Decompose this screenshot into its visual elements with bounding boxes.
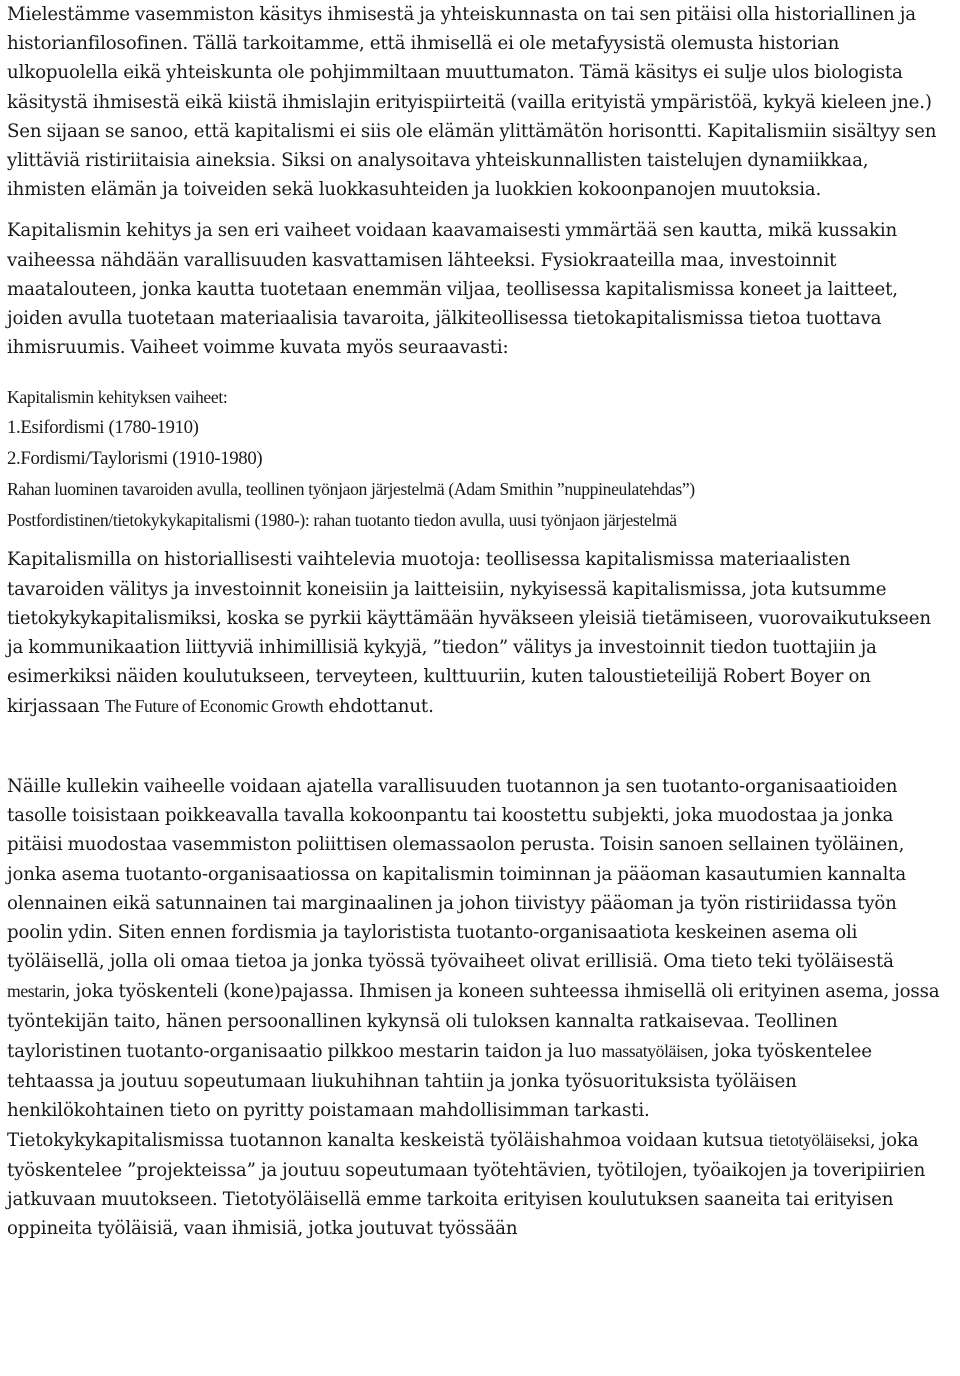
term-mestarin: mestarin <box>7 981 65 1002</box>
stage-1: 1.Esifordismi (1780-1910) <box>7 417 199 439</box>
paragraph-worker-subjects <box>7 772 952 1243</box>
paragraph-historical-view: Mielestämme vasemmiston käsitys ihmisestä ja yhteiskunnasta on tai sen pitäisi olla historiallinen ja historianfilosofinen. Tällä tarkoitamme, että ihmisellä ei ole metafyysistä olemusta historian ulkopuolella eikä yhteiskunta ole pohjimmiltaan muuttumaton. Tämä käsitys ei sulje ulos biologista käsitystä ihmisestä eikä kiistä ihmislajin erityispiirteitä (vailla erityistä ympäristöä, kykyä kieleen jne.) Sen sijaan se sanoo, että kapitalismi ei siis ole elämän ylittämätön horisontti. Kapitalismiin sisältyy sen ylittäviä ristiriitaisia aineksia. Siksi on analysoitava yhteiskunnallisten taistelujen dynamiikkaa, ihmisten elämän ja toiveiden sekä luokkasuhteiden ja luokkien kokoonpanojen muutoksia. <box>7 4 937 201</box>
stage-2: 2.Fordismi/Taylorismi (1910-1980) <box>7 447 263 469</box>
paragraph-text: Tietokykykapitalismissa tuotannon kanalta keskeistä työläishahmoa voidaan kutsua <box>7 1130 769 1152</box>
paragraph-text: , joka työskentelee tehtaassa ja joutuu sopeutumaan liukuhihnan tahtiin ja jonka työsuorituksista työläisen henkilökohtainen tieto on pyritty poistamaan mahdollisimman tarkasti. <box>7 1041 872 1122</box>
stage-2-description: Rahan luominen tavaroiden avulla, teollinen työnjaon järjestelmä (Adam Smithin ”nuppineulatehdas”) <box>7 479 695 500</box>
book-title: The Future of Economic Growth <box>104 696 324 717</box>
paragraph-text: ehdottanut. <box>323 696 434 718</box>
paragraph-capitalism-forms <box>7 545 952 722</box>
paragraph-text: , joka työskenteli (kone)pajassa. Ihmisen ja koneen suhteessa ihmisellä oli erityinen asema, jossa työntekijän taito, hänen persoonallinen kykynsä oli tuloksen kannalta ratkaisevaa. Teollinen tayloristinen tuotanto-organisaatio pilkkoo mestarin taidon ja luo <box>7 981 940 1063</box>
term-tietotyolaiseksi: tietotyöläiseksi <box>768 1130 870 1151</box>
paragraph-text: , joka työskentelee ”projekteissa” ja joutuu sopeutumaan työtehtävien, työtilojen, työaikojen ja toveripiirien jatkuvaan muutokseen. Tietotyöläisellä emme tarkoita erityisen koulutuksen saaneita tai erityisen oppineita työläisiä, vaan ihmisiä, jotka joutuvat työssään <box>7 1130 926 1240</box>
paragraph-text: Näille kullekin vaiheelle voidaan ajatella varallisuuden tuotannon ja sen tuotanto-organisaatioiden tasolle toisistaan poikkeavalla tavalla kokoonpantu tai koostettu subjekti, joka muodostaa ja jonka pitäisi muodostaa vasemmiston poliittisen olemassaolon perusta. Toisin sanoen sellainen työläinen, jonka asema tuotanto-organisaatiossa on kapitalismin toiminnan ja pääoman kasautumien kannalta olennainen eikä satunnainen tai marginaalinen ja johon tiivistyy pääoman ja työn ristiriidassa työn poolin ydin. Siten ennen fordismia ja tayloristista tuotanto-organisaatiota keskeinen asema oli työläisellä, jolla oli omaa tietoa ja jonka työssä työvaiheet olivat erillisiä. Oma tieto teki työläisestä <box>7 776 907 973</box>
stage-3: Postfordistinen/tietokykykapitalismi (1980-): rahan tuotanto tiedon avulla, uusi työnjaon järjestelmä <box>7 509 677 530</box>
stages-list <box>7 382 952 535</box>
stages-heading: Kapitalismin kehityksen vaiheet: <box>7 387 228 408</box>
term-massatyolaisen: massatyöläisen <box>601 1041 704 1062</box>
paragraph-capitalism-development: Kapitalismin kehitys ja sen eri vaiheet voidaan kaavamaisesti ymmärtää sen kautta, mikä kussakin vaiheessa nähdään varallisuuden kasvattamisen lähteeksi. Fysiokraateilla maa, investoinnit maatalouteen, jonka kautta tuotetaan enemmän viljaa, teollisessa kapitalismissa koneet ja laitteet, joiden avulla tuotetaan materiaalisia tavaroita, jälkiteollisessa tietokapitalismissa tietoa tuottava ihmisruumis. Vaiheet voimme kuvata myös seuraavasti: <box>7 220 898 359</box>
paragraph-text: Kapitalismilla on historiallisesti vaihtelevia muotoja: teollisessa kapitalismissa materiaalisten tavaroiden välitys ja investoinnit koneisiin ja laitteisiin, nykyisessä kapitalismissa, jota kutsumme tietokykykapitalismiksi, koska se pyrkii käyttämään hyväkseen yleisiä tietämiseen, vuorovaikutukseen ja kommunikaation liittyviä inhimillisiä kykyjä, ”tiedon” välitys ja investoinnit tiedon tuottajiin ja esimerkiksi näiden koulutukseen, terveyteen, kulttuuriin, kuten taloustieteilijä Robert Boyer on kirjassaan <box>7 549 931 718</box>
